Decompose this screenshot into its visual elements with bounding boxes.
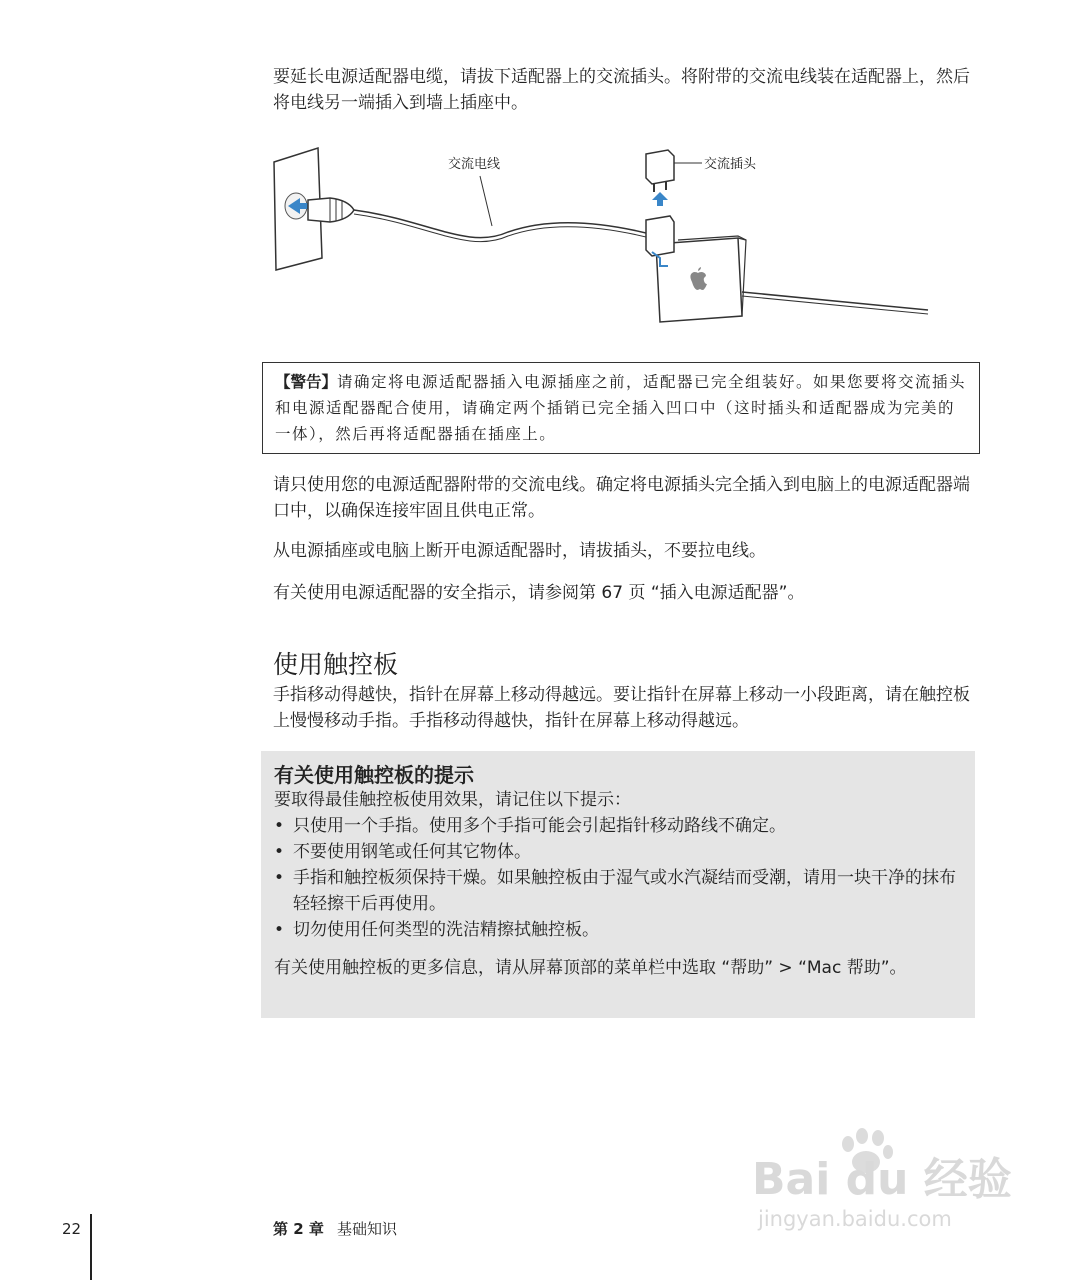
tips-intro: 要取得最佳触控板使用效果，请记住以下提示： — [274, 790, 631, 810]
bullet-icon: • — [274, 816, 285, 836]
list-item: • 切勿使用任何类型的洗洁精擦拭触控板。 — [274, 917, 964, 943]
page-number: 22 — [62, 1220, 82, 1238]
tips-box — [261, 751, 975, 1018]
disconnect-paragraph: 从电源插座或电脑上断开电源适配器时，请拔插头，不要拉电线。 — [273, 541, 766, 561]
list-item: • 不要使用钢笔或任何其它物体。 — [274, 839, 964, 865]
ac-cord — [354, 210, 658, 238]
ac-cord-label: 交流电线 — [448, 157, 501, 172]
ac-plug-label: 交流插头 — [704, 157, 757, 172]
intro-paragraph: 要延长电源适配器电缆，请拔下适配器上的交流插头。将附带的交流电线装在适配器上，然后将电线另一端插入到墙上插座中。 — [273, 67, 970, 113]
section-body: 手指移动得越快，指针在屏幕上移动得越远。要让指针在屏幕上移动一小段距离，请在触控板上慢慢移动手指。手指移动得越快，指针在屏幕上移动得越远。 — [273, 685, 970, 731]
tips-list — [274, 813, 964, 943]
tips-title: 有关使用触控板的提示 — [274, 763, 474, 787]
power-adapter-diagram — [268, 140, 968, 340]
footer-chapter: 第 2 章 — [273, 1220, 324, 1238]
watermark-brand: Bai du 经验 — [752, 1154, 1012, 1205]
list-item: • 只使用一个手指。使用多个手指可能会引起指针移动路线不确定。 — [274, 813, 964, 839]
ac-plug — [646, 150, 674, 192]
warning-text: 请确定将电源适配器插入电源插座之前，适配器已完全组装好。如果您要将交流插头和电源适配器配合使用，请确定两个插销已完全插入凹口中（这时插头和适配器成为完美的一体），然后再将适配器插在插座上。 — [275, 373, 967, 443]
bullet-icon: • — [274, 868, 285, 888]
warning-box — [262, 362, 980, 454]
warning-label: 【警告】 — [275, 373, 338, 391]
cord-usage-paragraph: 请只使用您的电源适配器附带的交流电线。确定将电源插头完全插入到电脑上的电源适配器端口中，以确保连接牢固且供电正常。 — [273, 475, 970, 521]
footer-divider — [90, 1214, 92, 1280]
power-adapter — [646, 216, 928, 322]
watermark-url: jingyan.baidu.com — [758, 1207, 952, 1231]
wall-plug — [308, 198, 354, 222]
footer-chapter-title: 基础知识 — [337, 1220, 398, 1238]
bullet-icon: • — [274, 920, 285, 940]
up-arrow-icon — [652, 192, 668, 206]
bullet-icon: • — [274, 842, 285, 862]
list-item: • 手指和触控板须保持干燥。如果触控板由于湿气或水汽凝结而受潮，请用一块干净的抹布轻轻擦干后再使用。 — [274, 865, 964, 917]
baidu-watermark — [750, 1122, 1020, 1242]
tips-more-info: 有关使用触控板的更多信息，请从屏幕顶部的菜单栏中选取 “帮助” > “Mac 帮助”。 — [274, 958, 907, 978]
section-title: 使用触控板 — [273, 650, 399, 679]
safety-reference-paragraph: 有关使用电源适配器的安全指示，请参阅第 67 页 “插入电源适配器”。 — [273, 583, 805, 603]
